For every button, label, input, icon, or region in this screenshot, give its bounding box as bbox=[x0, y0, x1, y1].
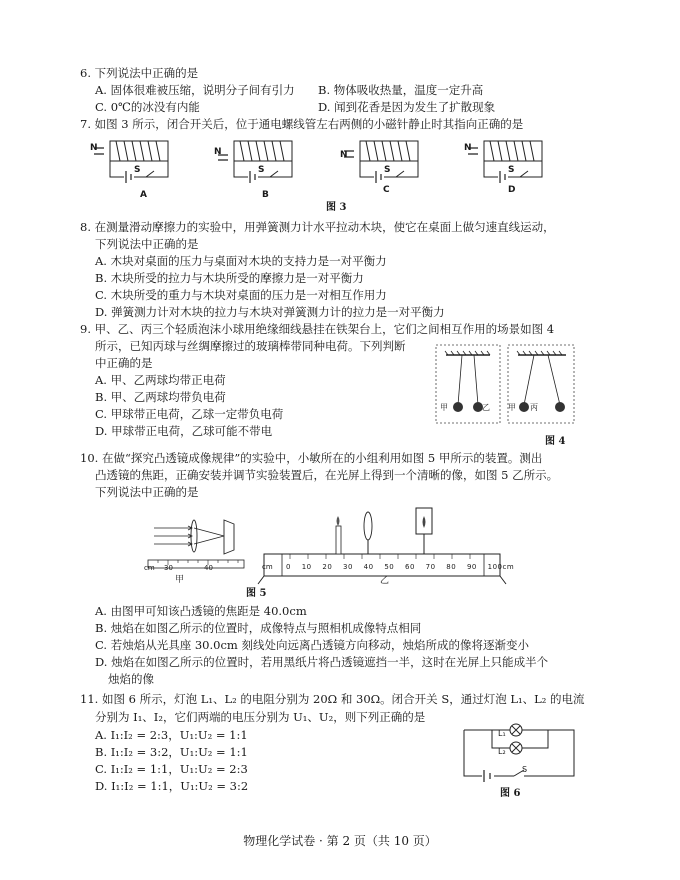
q8-option-c: C. 木块所受的重力与木块对桌面的压力是一对相互作用力 bbox=[95, 288, 387, 302]
yi-tick: 60 bbox=[404, 563, 415, 571]
yi-tick: 30 bbox=[343, 563, 353, 571]
jia-unit-label: cm bbox=[144, 564, 155, 572]
q8-option-a: A. 木块对桌面的压力与桌面对木块的支持力是一对平衡力 bbox=[95, 254, 387, 268]
yi-tick: 90 bbox=[466, 563, 477, 571]
q11-stem-line2: 分别为 I₁、I₂，它们两端的电压分别为 U₁、U₂，则下列正确的是 bbox=[95, 710, 426, 724]
ball-jia-label-2: 甲 bbox=[508, 403, 516, 412]
q9-option-d: D. 甲球带正电荷，乙球可能不带电 bbox=[95, 424, 273, 438]
q9-option-a: A. 甲、乙两球均带正电荷 bbox=[95, 373, 226, 387]
figure-5-caption: 图 5 bbox=[246, 588, 267, 599]
q10-stem-line1: 10. 在做“探究凸透镜成像规律”的实验中，小敏所在的小组利用如图 5 甲所示的装置。测出 bbox=[80, 451, 543, 465]
q9-stem-line2: 所示，已知丙球与丝绸摩擦过的玻璃棒带同种电荷。下列判断 bbox=[95, 339, 406, 353]
jia-tick-30: 30 bbox=[164, 564, 173, 572]
yi-left-unit-label: cm bbox=[262, 563, 273, 571]
yi-tick: 70 bbox=[425, 563, 436, 571]
focal-length-diagram bbox=[142, 508, 252, 578]
yi-tick: 100cm bbox=[487, 563, 515, 571]
ball-yi-label: 乙 bbox=[482, 403, 490, 412]
parallel-circuit-diagram bbox=[462, 718, 580, 780]
ball-jia-icon bbox=[519, 402, 529, 412]
switch-label: S bbox=[508, 165, 515, 175]
q11-option-c: C. I₁:I₂ = 1:1，U₁:U₂ = 2:3 bbox=[95, 762, 248, 776]
yi-tick: 20 bbox=[322, 563, 333, 571]
q8-stem-line1: 8. 在测量滑动摩擦力的实验中，用弹簧测力计水平拉动木块，使它在桌面上做匀速直线运动， bbox=[80, 220, 555, 234]
q9-stem-line1: 9. 甲、乙、丙三个轻质泡沫小球用绝缘细线悬挂在铁架台上，它们之间相互作用的场景如图 4 bbox=[80, 322, 555, 336]
figure-5-jia-label: 甲 bbox=[175, 575, 185, 585]
q9-option-c: C. 甲球带正电荷，乙球一定带负电荷 bbox=[95, 407, 284, 421]
q7-stem: 7. 如图 3 所示，闭合开关后，位于通电螺线管左右两侧的小磁针静止时其指向正确的是 bbox=[80, 117, 524, 131]
option-label-d: D bbox=[508, 185, 516, 195]
q9-option-b: B. 甲、乙两球均带负电荷 bbox=[95, 390, 226, 404]
pole-label: N bbox=[464, 143, 472, 153]
yi-tick: 40 bbox=[363, 563, 374, 571]
switch-label: S bbox=[134, 165, 141, 175]
q11-option-b: B. I₁:I₂ = 3:2，U₁:U₂ = 1:1 bbox=[95, 745, 248, 759]
option-label-b: B bbox=[262, 190, 269, 200]
yi-tick: 50 bbox=[384, 563, 395, 571]
q10-option-b: B. 烛焰在如图乙所示的位置时，成像特点与照相机成像特点相同 bbox=[95, 621, 422, 635]
figure-4-caption: 图 4 bbox=[545, 436, 566, 447]
q11-stem-line1: 11. 如图 6 所示，灯泡 L₁、L₂ 的电阻分别为 20Ω 和 30Ω。闭合开关 S，通过灯泡 L₁、L₂ 的电流 bbox=[80, 692, 585, 706]
candle-icon bbox=[336, 526, 341, 554]
jia-tick-40: 40 bbox=[204, 564, 213, 572]
figure-6-caption: 图 6 bbox=[500, 788, 521, 799]
q10-stem-line3: 下列说法中正确的是 bbox=[95, 485, 199, 499]
page-footer: 物理化学试卷 · 第 2 页（共 10 页） bbox=[243, 834, 437, 848]
q10-option-d-line2: 烛焰的像 bbox=[108, 672, 154, 686]
pole-label: N bbox=[214, 147, 222, 157]
q6-option-a: A. 固体很难被压缩，说明分子间有引力 bbox=[95, 83, 295, 97]
q10-option-d-line1: D. 烛焰在如图乙所示的位置时，若用黑纸片将凸透镜遮挡一半，这时在光屏上只能成半个 bbox=[95, 655, 549, 669]
pole-label: N bbox=[90, 143, 98, 153]
lamp-l2-label: L₂ bbox=[498, 747, 506, 756]
figure-5-yi-label: 乙 bbox=[380, 576, 390, 586]
q8-option-b: B. 木块所受的拉力与木块所受的摩擦力是一对平衡力 bbox=[95, 271, 364, 285]
ball-bing-label: 丙 bbox=[530, 403, 538, 412]
q11-option-a: A. I₁:I₂ = 2:3，U₁:U₂ = 1:1 bbox=[95, 728, 248, 742]
q6-option-c: C. 0℃的冰没有内能 bbox=[95, 100, 200, 114]
optical-bench-scale bbox=[286, 560, 514, 575]
flame-icon bbox=[337, 516, 340, 526]
switch-label: S bbox=[522, 765, 528, 774]
lamp-l1-label: L₁ bbox=[498, 729, 506, 738]
screen-icon bbox=[224, 520, 234, 554]
q8-option-d: D. 弹簧测力计对木块的拉力与木块对弹簧测力计的拉力是一对平衡力 bbox=[95, 305, 445, 319]
q10-option-c: C. 若烛焰从光具座 30.0cm 刻线处向远离凸透镜方向移动，烛焰所成的像将逐渐变小 bbox=[95, 638, 529, 652]
lens-icon bbox=[364, 512, 372, 540]
q8-stem-line2: 下列说法中正确的是 bbox=[95, 237, 199, 251]
q9-stem-line3: 中正确的是 bbox=[95, 356, 153, 370]
ball-jia-label: 甲 bbox=[440, 403, 448, 412]
pendulum-diagram bbox=[436, 345, 576, 433]
option-label-c: C bbox=[383, 185, 390, 195]
figure-3-caption: 图 3 bbox=[326, 202, 347, 213]
option-label-a: A bbox=[140, 190, 147, 200]
q10-stem-line2: 凸透镜的焦距，正确安装并调节实验装置后，在光屏上得到一个清晰的像，如图 5 乙所示。 bbox=[95, 468, 559, 482]
switch-label: S bbox=[384, 165, 391, 175]
ball-jia-icon bbox=[453, 402, 463, 412]
switch-label: S bbox=[258, 165, 265, 175]
battery-icon bbox=[484, 770, 490, 782]
pole-label: N bbox=[340, 150, 348, 160]
yi-tick: 80 bbox=[446, 563, 457, 571]
yi-tick: 0 bbox=[286, 563, 291, 571]
q6-option-b: B. 物体吸收热量，温度一定升高 bbox=[318, 83, 484, 97]
q6-stem: 6. 下列说法中正确的是 bbox=[80, 66, 199, 80]
yi-tick: 10 bbox=[301, 563, 312, 571]
q10-option-a: A. 由图甲可知该凸透镜的焦距是 40.0cm bbox=[95, 604, 307, 618]
ball-bing-icon bbox=[555, 402, 565, 412]
q11-option-d: D. I₁:I₂ = 1:1，U₁:U₂ = 3:2 bbox=[95, 779, 249, 793]
q6-option-d: D. 闻到花香是因为发生了扩散现象 bbox=[318, 100, 496, 114]
